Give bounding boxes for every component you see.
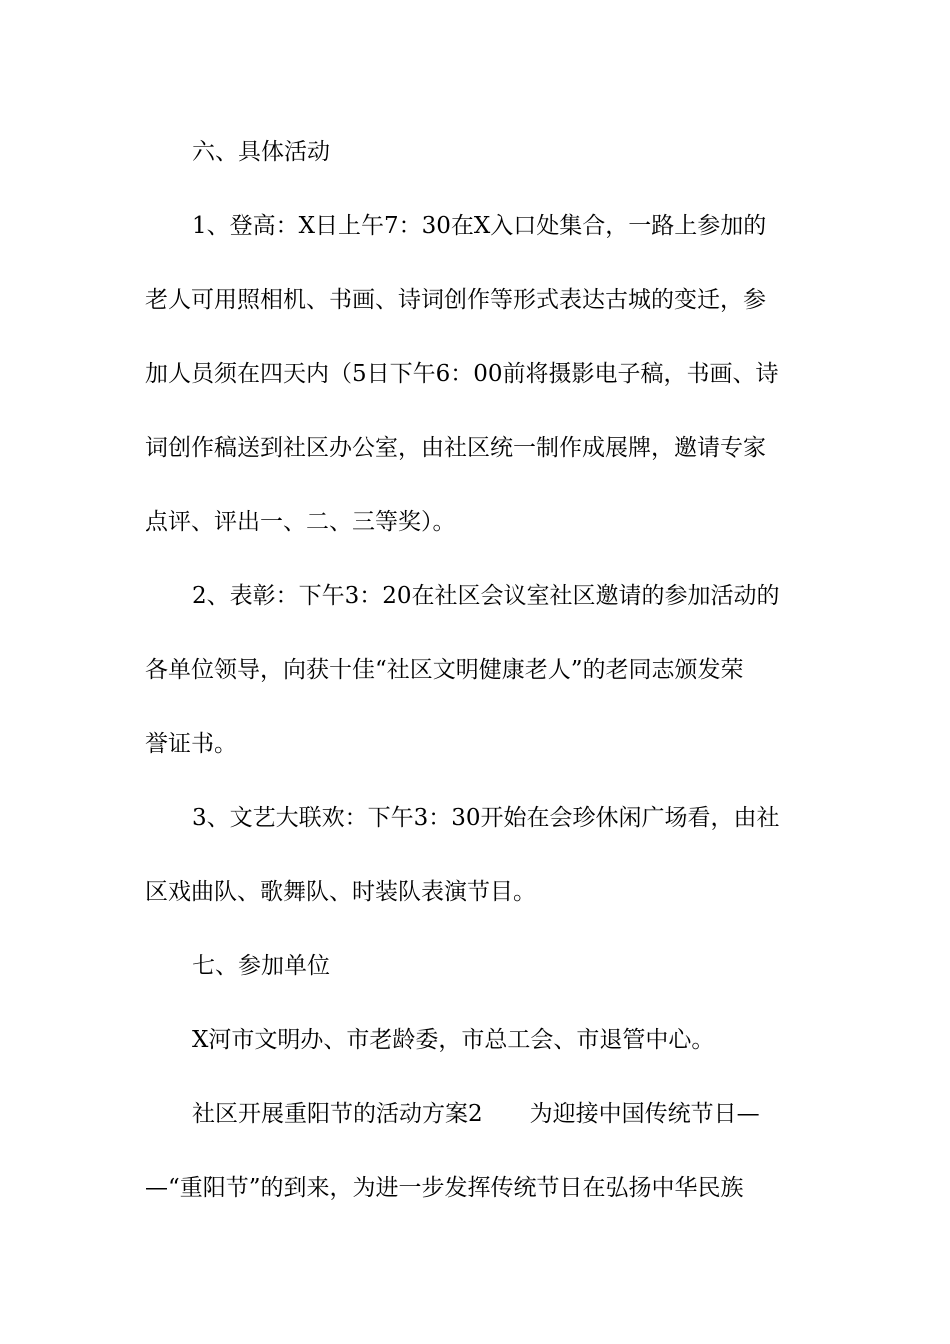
line-text: 为迎接中国传统节日— [529,1101,760,1127]
plan-title-line [145,1094,807,1168]
line-text: 点评、评出一、二、三等奖）。 [145,509,456,535]
line-text: 老人可用照相机、书画、诗词创作等形式表达古城的变迁，参 [145,287,766,313]
paragraph-line [145,1020,807,1094]
paragraph-line [145,724,807,798]
section-heading-activities [145,132,807,206]
line-text: 七、参加单位 [192,953,330,979]
paragraph-line [145,872,807,946]
line-text: 各单位领导，向获十佳“社区文明健康老人”的老同志颁发荣 [145,657,744,683]
line-text: 誉证书。 [145,731,237,757]
paragraph-line [145,280,807,354]
line-text: —“重阳节”的到来，为进一步发挥传统节日在弘扬中华民族 [145,1175,744,1201]
plan-title: 社区开展重阳节的活动方案2 [192,1101,483,1127]
line-text: 3、文艺大联欢：下午3：30开始在会珍休闲广场看，由社 [192,805,780,831]
line-text: 2、表彰：下午3：20在社区会议室社区邀请的参加活动的 [192,583,780,609]
line-text: 加人员须在四天内（5日下午6：00前将摄影电子稿，书画、诗 [145,361,779,387]
section-heading-participants [145,946,807,1020]
paragraph-line [145,650,807,724]
line-text: X河市文明办、市老龄委，市总工会、市退管中心。 [192,1027,715,1053]
paragraph-line [145,798,807,872]
document-body [145,132,807,1242]
paragraph-line [145,502,807,576]
paragraph-line [145,206,807,280]
line-text: 六、具体活动 [192,139,330,165]
paragraph-line [145,576,807,650]
line-text: 1、登高：X日上午7：30在X入口处集合，一路上参加的 [192,213,767,239]
paragraph-line [145,428,807,502]
line-text: 词创作稿送到社区办公室，由社区统一制作成展牌，邀请专家 [145,435,766,461]
line-text: 区戏曲队、歌舞队、时装队表演节目。 [145,879,536,905]
paragraph-line [145,354,807,428]
paragraph-line [145,1168,807,1242]
